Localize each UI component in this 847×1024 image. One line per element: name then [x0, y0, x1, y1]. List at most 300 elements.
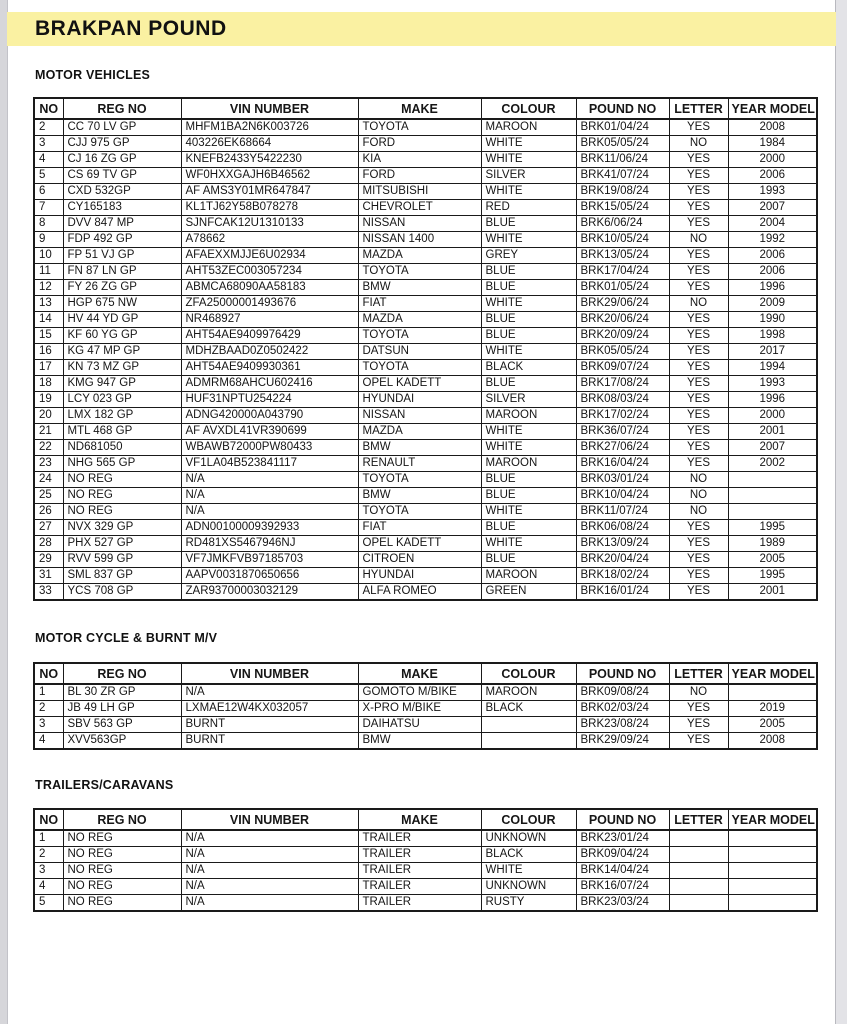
table-cell: BMW [358, 733, 481, 750]
table-cell: 2007 [728, 200, 817, 216]
table-cell: BLUE [481, 312, 576, 328]
table-cell: BL 30 ZR GP [63, 684, 181, 701]
table-cell: N/A [181, 488, 358, 504]
table-cell: YES [669, 440, 728, 456]
table-cell: 1993 [728, 184, 817, 200]
table-cell: TOYOTA [358, 360, 481, 376]
table-row [34, 328, 817, 344]
table-cell: OPEL KADETT [358, 376, 481, 392]
table-cell: YES [669, 584, 728, 601]
table-cell: KIA [358, 152, 481, 168]
table-cell: RD481XS5467946NJ [181, 536, 358, 552]
table-cell [728, 472, 817, 488]
table-cell: BRK05/05/24 [576, 136, 669, 152]
table-cell: BRK11/06/24 [576, 152, 669, 168]
table-cell: BRK29/09/24 [576, 733, 669, 750]
table-cell: 18 [34, 376, 63, 392]
table-cell: 24 [34, 472, 63, 488]
table-row [34, 504, 817, 520]
table-cell: YES [669, 216, 728, 232]
table-cell: AHT54AE9409930361 [181, 360, 358, 376]
table-cell: WHITE [481, 184, 576, 200]
table-cell: FDP 492 GP [63, 232, 181, 248]
table-cell: NO REG [63, 879, 181, 895]
table-row [34, 376, 817, 392]
table-cell: 3 [34, 717, 63, 733]
table-cell: 1 [34, 830, 63, 847]
table-cell: BRK05/05/24 [576, 344, 669, 360]
table-cell: MDHZBAAD0Z0502422 [181, 344, 358, 360]
table-cell: TOYOTA [358, 328, 481, 344]
table-cell: 2006 [728, 264, 817, 280]
table-cell: TOYOTA [358, 472, 481, 488]
table-cell: NISSAN [358, 216, 481, 232]
table-cell: MITSUBISHI [358, 184, 481, 200]
table-cell: 2007 [728, 440, 817, 456]
table-cell: TRAILER [358, 879, 481, 895]
table-cell [728, 684, 817, 701]
table-cell: ADNG420000A043790 [181, 408, 358, 424]
table-cell: 1993 [728, 376, 817, 392]
table-cell: N/A [181, 684, 358, 701]
table-cell: AF AVXDL41VR390699 [181, 424, 358, 440]
table-cell: BLUE [481, 264, 576, 280]
table-cell: 7 [34, 200, 63, 216]
table-cell: 1996 [728, 392, 817, 408]
table-cell: AHT53ZEC003057234 [181, 264, 358, 280]
table-row [34, 830, 817, 847]
table-cell: 2008 [728, 119, 817, 136]
table-row [34, 264, 817, 280]
table-cell: VF1LA04B523841117 [181, 456, 358, 472]
table-cell: BMW [358, 440, 481, 456]
table-cell: BRK16/04/24 [576, 456, 669, 472]
table-cell: NO REG [63, 830, 181, 847]
table-row [34, 216, 817, 232]
table-cell: BRK6/06/24 [576, 216, 669, 232]
column-header: LETTER [669, 98, 728, 119]
table-cell: AF AMS3Y01MR647847 [181, 184, 358, 200]
table-cell: OPEL KADETT [358, 536, 481, 552]
table-cell: 1994 [728, 360, 817, 376]
table-cell: TRAILER [358, 863, 481, 879]
table-cell: BRK23/08/24 [576, 717, 669, 733]
table-cell: 2019 [728, 701, 817, 717]
table-cell: NO [669, 504, 728, 520]
table-cell: BRK10/04/24 [576, 488, 669, 504]
table-cell: NO REG [63, 488, 181, 504]
table-cell: YES [669, 152, 728, 168]
column-header: VIN NUMBER [181, 98, 358, 119]
table-cell: FIAT [358, 296, 481, 312]
table-cell: CJJ 975 GP [63, 136, 181, 152]
table-row [34, 895, 817, 912]
table-cell: BRK09/07/24 [576, 360, 669, 376]
table-cell: KMG 947 GP [63, 376, 181, 392]
table-cell: MAROON [481, 684, 576, 701]
table-cell: MAROON [481, 456, 576, 472]
table-cell: 4 [34, 152, 63, 168]
table-cell: NO [669, 232, 728, 248]
scan-edge-right [835, 0, 847, 1024]
motor-vehicles-table [33, 97, 818, 601]
table-cell: HUF31NPTU254224 [181, 392, 358, 408]
header-row [34, 663, 817, 684]
table-cell: VF7JMKFVB97185703 [181, 552, 358, 568]
table-cell: BRK18/02/24 [576, 568, 669, 584]
table-cell: A78662 [181, 232, 358, 248]
table-cell: YES [669, 552, 728, 568]
table-cell: CY165183 [63, 200, 181, 216]
table-cell: NO REG [63, 504, 181, 520]
table-cell: NO REG [63, 472, 181, 488]
table-row [34, 296, 817, 312]
table-row [34, 733, 817, 750]
table-cell [728, 847, 817, 863]
table-cell: YES [669, 280, 728, 296]
document-body [33, 46, 816, 912]
table-cell: 1998 [728, 328, 817, 344]
table-cell: 2 [34, 847, 63, 863]
table-cell: RED [481, 200, 576, 216]
table-cell: PHX 527 GP [63, 536, 181, 552]
table-cell: LCY 023 GP [63, 392, 181, 408]
table-cell: FN 87 LN GP [63, 264, 181, 280]
table-cell: BLUE [481, 328, 576, 344]
table-cell: YES [669, 701, 728, 717]
table-cell: 4 [34, 879, 63, 895]
table-cell: YES [669, 408, 728, 424]
table-cell: HYUNDAI [358, 568, 481, 584]
table-cell: YES [669, 376, 728, 392]
column-header: YEAR MODEL [728, 663, 817, 684]
table-row [34, 863, 817, 879]
table-cell: ABMCA68090AA58183 [181, 280, 358, 296]
table-cell: YES [669, 264, 728, 280]
table-cell: 25 [34, 488, 63, 504]
table-cell: GREEN [481, 584, 576, 601]
table-cell: TOYOTA [358, 264, 481, 280]
column-header: COLOUR [481, 663, 576, 684]
table-cell: 1990 [728, 312, 817, 328]
table-row [34, 552, 817, 568]
table-cell: ZFA25000001493676 [181, 296, 358, 312]
table-row [34, 280, 817, 296]
table-cell: NO [669, 136, 728, 152]
table-row [34, 184, 817, 200]
table-row [34, 344, 817, 360]
table-cell: BLUE [481, 376, 576, 392]
section-title-trailers-caravans: TRAILERS/CARAVANS [35, 778, 174, 792]
table-cell: 31 [34, 568, 63, 584]
table-cell: N/A [181, 472, 358, 488]
table-row [34, 200, 817, 216]
section-title-motor-vehicles: MOTOR VEHICLES [35, 68, 151, 82]
table-cell: NO [669, 472, 728, 488]
table-cell: KG 47 MP GP [63, 344, 181, 360]
table-cell: WHITE [481, 152, 576, 168]
table-cell: BRK13/05/24 [576, 248, 669, 264]
table-cell: ND681050 [63, 440, 181, 456]
table-cell: 1995 [728, 568, 817, 584]
table-cell: HV 44 YD GP [63, 312, 181, 328]
table-cell: 33 [34, 584, 63, 601]
table-cell: BRK02/03/24 [576, 701, 669, 717]
column-header: REG NO [63, 663, 181, 684]
table-cell: NO REG [63, 863, 181, 879]
table-row [34, 701, 817, 717]
table-cell: AAPV0031870650656 [181, 568, 358, 584]
table-cell: BRK23/01/24 [576, 830, 669, 847]
table-cell: BRK20/04/24 [576, 552, 669, 568]
table-cell [481, 717, 576, 733]
table-cell: BLACK [481, 847, 576, 863]
table-cell: YES [669, 733, 728, 750]
table-cell: BRK03/01/24 [576, 472, 669, 488]
table-cell: BRK14/04/24 [576, 863, 669, 879]
table-cell: 16 [34, 344, 63, 360]
table-row [34, 232, 817, 248]
table-cell [728, 504, 817, 520]
table-cell: DVV 847 MP [63, 216, 181, 232]
table-cell: MTL 468 GP [63, 424, 181, 440]
column-header: COLOUR [481, 98, 576, 119]
table-cell: YES [669, 456, 728, 472]
table-cell: BRK08/03/24 [576, 392, 669, 408]
table-cell: YES [669, 520, 728, 536]
table-cell: SILVER [481, 168, 576, 184]
table-cell: BMW [358, 488, 481, 504]
table-cell: N/A [181, 895, 358, 912]
table-cell: 2 [34, 119, 63, 136]
table-cell: N/A [181, 830, 358, 847]
table-cell: YES [669, 248, 728, 264]
table-cell: KN 73 MZ GP [63, 360, 181, 376]
trailers-caravans-table [33, 808, 818, 912]
header-row [34, 98, 817, 119]
table-cell: KL1TJ62Y58B078278 [181, 200, 358, 216]
table-row [34, 440, 817, 456]
page-title: BRAKPAN POUND [35, 17, 227, 40]
table-cell: TRAILER [358, 895, 481, 912]
table-cell: WBAWB72000PW80433 [181, 440, 358, 456]
table-cell: BRK20/06/24 [576, 312, 669, 328]
table-cell: NISSAN [358, 408, 481, 424]
table-cell: 9 [34, 232, 63, 248]
table-cell: NHG 565 GP [63, 456, 181, 472]
table-cell: 2004 [728, 216, 817, 232]
table-cell: TRAILER [358, 847, 481, 863]
table-cell: WHITE [481, 424, 576, 440]
table-cell: SJNFCAK12U1310133 [181, 216, 358, 232]
table-row [34, 536, 817, 552]
table-cell: XVV563GP [63, 733, 181, 750]
table-cell: YES [669, 328, 728, 344]
table-cell: BLUE [481, 472, 576, 488]
table-cell: 1984 [728, 136, 817, 152]
table-cell: 12 [34, 280, 63, 296]
table-cell: BLUE [481, 520, 576, 536]
table-cell: FIAT [358, 520, 481, 536]
table-cell: LMX 182 GP [63, 408, 181, 424]
table-cell: 21 [34, 424, 63, 440]
table-cell: MAROON [481, 119, 576, 136]
table-cell: HGP 675 NW [63, 296, 181, 312]
table-cell: MAZDA [358, 248, 481, 264]
table-cell: NISSAN 1400 [358, 232, 481, 248]
table-cell: FY 26 ZG GP [63, 280, 181, 296]
table-cell: WHITE [481, 536, 576, 552]
table-cell: WHITE [481, 344, 576, 360]
table-cell: YES [669, 200, 728, 216]
table-row [34, 408, 817, 424]
table-cell: YES [669, 312, 728, 328]
table-cell: RENAULT [358, 456, 481, 472]
table-cell: 1992 [728, 232, 817, 248]
table-cell: CJ 16 ZG GP [63, 152, 181, 168]
table-cell: BRK17/02/24 [576, 408, 669, 424]
table-cell: KF 60 YG GP [63, 328, 181, 344]
table-cell: WHITE [481, 504, 576, 520]
table-cell: TRAILER [358, 830, 481, 847]
table-cell: BLACK [481, 360, 576, 376]
header-row [34, 809, 817, 830]
table-cell: BRK11/07/24 [576, 504, 669, 520]
table-cell: BRK01/05/24 [576, 280, 669, 296]
table-row [34, 424, 817, 440]
table-cell: BRK23/03/24 [576, 895, 669, 912]
table-cell: 5 [34, 168, 63, 184]
table-cell: 13 [34, 296, 63, 312]
section-title-motor-cycle-burnt: MOTOR CYCLE & BURNT M/V [35, 631, 218, 645]
table-cell: BRK36/07/24 [576, 424, 669, 440]
table-cell: 6 [34, 184, 63, 200]
column-header: NO [34, 98, 63, 119]
table-cell [728, 879, 817, 895]
title-banner [7, 12, 836, 46]
table-cell: BRK17/08/24 [576, 376, 669, 392]
table-row [34, 312, 817, 328]
table-cell: TOYOTA [358, 504, 481, 520]
table-cell: MAROON [481, 408, 576, 424]
table-cell: 1 [34, 684, 63, 701]
table-row [34, 520, 817, 536]
table-cell: BRK01/04/24 [576, 119, 669, 136]
table-cell: 3 [34, 136, 63, 152]
table-cell [728, 830, 817, 847]
table-cell: YES [669, 119, 728, 136]
table-cell: UNKNOWN [481, 830, 576, 847]
table-cell: WHITE [481, 440, 576, 456]
table-cell: 2000 [728, 152, 817, 168]
table-cell: 2017 [728, 344, 817, 360]
table-cell: BRK20/09/24 [576, 328, 669, 344]
column-header: YEAR MODEL [728, 98, 817, 119]
table-cell: BLUE [481, 488, 576, 504]
table-cell: WHITE [481, 296, 576, 312]
table-cell: N/A [181, 879, 358, 895]
table-cell: YES [669, 568, 728, 584]
table-cell [669, 847, 728, 863]
column-header: COLOUR [481, 809, 576, 830]
table-cell: 2008 [728, 733, 817, 750]
table-cell: BRK16/07/24 [576, 879, 669, 895]
table-cell: NVX 329 GP [63, 520, 181, 536]
table-cell [481, 733, 576, 750]
column-header: VIN NUMBER [181, 663, 358, 684]
column-header: NO [34, 809, 63, 830]
table-cell: MAZDA [358, 312, 481, 328]
table-cell: YES [669, 392, 728, 408]
table-cell: 15 [34, 328, 63, 344]
table-cell: YES [669, 717, 728, 733]
table-cell [669, 879, 728, 895]
table-cell: YES [669, 424, 728, 440]
table-cell: DATSUN [358, 344, 481, 360]
table-cell [728, 895, 817, 912]
table-cell: X-PRO M/BIKE [358, 701, 481, 717]
table-cell: YES [669, 168, 728, 184]
table-cell: ALFA ROMEO [358, 584, 481, 601]
table-row [34, 119, 817, 136]
table-cell: BRK15/05/24 [576, 200, 669, 216]
table-cell: FORD [358, 136, 481, 152]
table-cell: 17 [34, 360, 63, 376]
table-cell: JB 49 LH GP [63, 701, 181, 717]
table-cell: 2006 [728, 248, 817, 264]
table-cell: AFAEXXMJJE6U02934 [181, 248, 358, 264]
table-cell: BRK41/07/24 [576, 168, 669, 184]
table-cell: ZAR93700003032129 [181, 584, 358, 601]
table-cell: BLUE [481, 552, 576, 568]
table-row [34, 472, 817, 488]
table-cell: 2002 [728, 456, 817, 472]
table-cell: NO [669, 488, 728, 504]
table-cell: 14 [34, 312, 63, 328]
column-header: LETTER [669, 663, 728, 684]
table-row [34, 168, 817, 184]
table-cell: NO REG [63, 847, 181, 863]
table-cell: BLUE [481, 216, 576, 232]
table-cell: GOMOTO M/BIKE [358, 684, 481, 701]
table-cell: BURNT [181, 717, 358, 733]
table-cell: FP 51 VJ GP [63, 248, 181, 264]
column-header: REG NO [63, 809, 181, 830]
table-cell: BLUE [481, 280, 576, 296]
table-cell: 28 [34, 536, 63, 552]
table-cell: 3 [34, 863, 63, 879]
table-cell: 26 [34, 504, 63, 520]
motor-cycle-burnt-table [33, 662, 818, 750]
table-cell: RUSTY [481, 895, 576, 912]
table-cell: BRK09/08/24 [576, 684, 669, 701]
table-cell: 2 [34, 701, 63, 717]
table-row [34, 879, 817, 895]
table-cell: 29 [34, 552, 63, 568]
table-cell: 2000 [728, 408, 817, 424]
table-cell: N/A [181, 863, 358, 879]
table-cell: YCS 708 GP [63, 584, 181, 601]
table-cell: RVV 599 GP [63, 552, 181, 568]
table-row [34, 568, 817, 584]
table-cell: 2001 [728, 424, 817, 440]
table-cell: ADN00100009392933 [181, 520, 358, 536]
table-cell: YES [669, 184, 728, 200]
table-cell: BRK27/06/24 [576, 440, 669, 456]
table-cell: WF0HXXGAJH6B46562 [181, 168, 358, 184]
column-header: REG NO [63, 98, 181, 119]
table-cell: NO [669, 684, 728, 701]
